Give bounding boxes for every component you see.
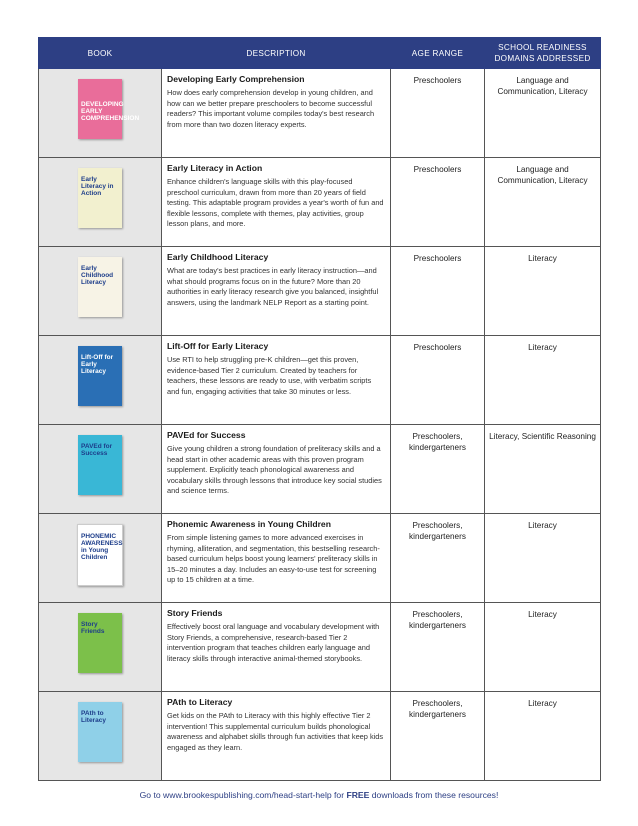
description-cell [162, 692, 391, 781]
book-cover-title: DEVELOPING EARLY COMPREHENSION [81, 101, 140, 122]
book-cover-image [78, 435, 122, 495]
book-title: PAth to Literacy [167, 697, 233, 707]
header-age-range: AGE RANGE [391, 38, 485, 69]
header-book: BOOK [39, 38, 162, 69]
book-cover-title: PHONEMIC AWARENESS in Young Children [81, 533, 123, 561]
book-description: From simple listening games to more advanced exercises in rhyming, alliteration, and segmentation, this bestselling research-based curriculum helps boost young learners' preliteracy skills in 15–20 minutes a day. Includes an easy-to-use test for screening up to 15 children at a time. [167, 533, 380, 585]
domains-addressed: Literacy [528, 254, 557, 263]
book-cover-cell [39, 158, 162, 247]
age-range-cell [391, 158, 485, 247]
book-description: How does early comprehension develop in young children, and how can we better prepare preschoolers to become successful readers? This important volume compiles today's best research from more than two dozen literacy experts. [167, 88, 375, 129]
table-row [39, 158, 601, 247]
description-cell [162, 69, 391, 158]
table-row [39, 247, 601, 336]
book-title: Early Literacy in Action [167, 163, 263, 173]
resource-table-container [38, 37, 600, 781]
book-cover-title: Early Childhood Literacy [81, 265, 114, 286]
book-title: Story Friends [167, 608, 223, 618]
book-cover-title: PAVEd for Success [81, 443, 113, 457]
book-cover-cell [39, 425, 162, 514]
age-range: Preschoolers, kindergarteners [409, 521, 466, 541]
book-cover-cell [39, 69, 162, 158]
table-row [39, 336, 601, 425]
book-cover-title: Lift-Off for Early Literacy [81, 354, 114, 375]
book-description: Get kids on the PAth to Literacy with this highly effective Tier 2 intervention! This supplemental curriculum builds phonological awareness and alphabet skills through fun activities that keep kids engaged as they learn. [167, 711, 384, 752]
book-cover-cell [39, 336, 162, 425]
table-row [39, 425, 601, 514]
domains-addressed: Literacy [528, 343, 557, 352]
book-description: Use RTI to help struggling pre-K children—get this proven, evidence-based Tier 2 curriculum. Created by teachers for teachers, these lessons are ready to use, with verbatim scripts and fun, engaging activities that take 30 minutes or less. [167, 355, 372, 396]
domains-addressed: Literacy [528, 699, 557, 708]
book-description: Give young children a strong foundation of preliteracy skills and a head start in other academic areas with this proven program supplement. Explicitly teach phonological awareness and vocabulary skills through lessons that introduce key social studies and science terms. [167, 444, 382, 496]
book-cover-title: Early Literacy in Action [81, 176, 114, 197]
book-cover-image [78, 346, 122, 406]
age-range-cell [391, 603, 485, 692]
table-row [39, 69, 601, 158]
domains-addressed: Language and Communication, Literacy [497, 76, 588, 96]
book-description: Enhance children's language skills with this play-focused preschool curriculum, drawn from more than 20 years of field testing. This adaptable program provides a year's worth of fun and flexible lessons, complete with themes, play activities, group lesson plans, and more. [167, 177, 384, 229]
footer-note [0, 790, 638, 800]
book-title: Phonemic Awareness in Young Children [167, 519, 331, 529]
description-cell [162, 247, 391, 336]
age-range-cell [391, 514, 485, 603]
age-range: Preschoolers [413, 254, 462, 263]
book-cover-title: PAth to Literacy [81, 710, 106, 724]
book-cover-image [77, 524, 123, 586]
book-cover-cell [39, 247, 162, 336]
age-range-cell [391, 247, 485, 336]
age-range: Preschoolers [413, 165, 462, 174]
table-row [39, 692, 601, 781]
age-range-cell [391, 425, 485, 514]
header-domains-line1: SCHOOL READINESS [498, 43, 587, 52]
book-cover-cell [39, 603, 162, 692]
book-cover-cell [39, 514, 162, 603]
domains-addressed: Literacy, Scientific Reasoning [489, 432, 596, 441]
footer-free: FREE [346, 790, 370, 800]
book-title: Lift-Off for Early Literacy [167, 341, 269, 351]
book-description: What are today's best practices in early literacy instruction—and what should programs focus on in the future? More than 20 authorities in early literacy research give you balanced, insightful answers, using the landmark NELP Report as a starting point. [167, 266, 379, 307]
resource-table [38, 37, 601, 781]
domains-cell [485, 247, 601, 336]
age-range: Preschoolers, kindergarteners [409, 610, 466, 630]
table-header-row [39, 38, 601, 69]
book-cover-image [78, 168, 122, 228]
book-title: PAVEd for Success [167, 430, 246, 440]
description-cell [162, 425, 391, 514]
domains-addressed: Literacy [528, 521, 557, 530]
domains-addressed: Literacy [528, 610, 557, 619]
book-cover-image [78, 702, 122, 762]
book-description: Effectively boost oral language and vocabulary development with Story Friends, a comprehensive, research-based Tier 2 intervention program that teaches children early language and literacy skills through interactive animal-themed storybooks. [167, 622, 380, 663]
footer-prefix: Go to www.brookespublishing.com/head-start-help for [139, 790, 347, 800]
book-cover-image [78, 613, 122, 673]
age-range-cell [391, 69, 485, 158]
domains-cell [485, 603, 601, 692]
book-cover-cell [39, 692, 162, 781]
description-cell [162, 336, 391, 425]
table-row [39, 514, 601, 603]
age-range-cell [391, 692, 485, 781]
age-range: Preschoolers, kindergarteners [409, 699, 466, 719]
age-range: Preschoolers [413, 343, 462, 352]
header-description: DESCRIPTION [162, 38, 391, 69]
domains-cell [485, 692, 601, 781]
domains-cell [485, 425, 601, 514]
book-title: Early Childhood Literacy [167, 252, 269, 262]
table-row [39, 603, 601, 692]
footer-suffix: downloads from these resources! [369, 790, 499, 800]
domains-cell [485, 514, 601, 603]
age-range-cell [391, 336, 485, 425]
header-domains-line2: DOMAINS ADDRESSED [494, 54, 591, 63]
book-cover-image [78, 257, 122, 317]
domains-cell [485, 158, 601, 247]
age-range: Preschoolers, kindergarteners [409, 432, 466, 452]
domains-cell [485, 336, 601, 425]
book-cover-image [78, 79, 140, 139]
domains-cell [485, 69, 601, 158]
description-cell [162, 158, 391, 247]
age-range: Preschoolers [413, 76, 462, 85]
domains-addressed: Language and Communication, Literacy [497, 165, 588, 185]
description-cell [162, 603, 391, 692]
description-cell [162, 514, 391, 603]
book-cover-title: Story Friends [81, 621, 105, 635]
header-domains [485, 38, 601, 69]
book-title: Developing Early Comprehension [167, 74, 305, 84]
